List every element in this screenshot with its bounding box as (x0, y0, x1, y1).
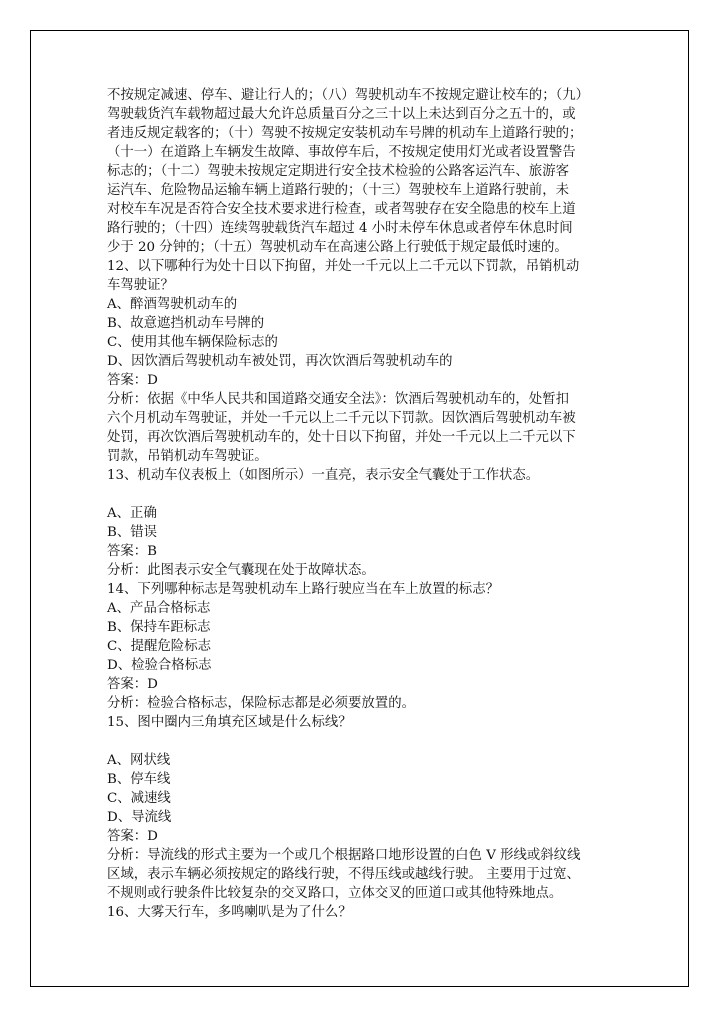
text-line: 不规则或行驶条件比较复杂的交叉路口，立体交叉的匝道口或其他特殊地点。 (107, 886, 563, 901)
text-line: 运汽车、危险物品运输车辆上道路行驶的；（十三）驾驶校车上道路行驶前，未 (107, 183, 569, 198)
text-line: 16、大雾天行车，多鸣喇叭是为了什么？ (107, 905, 352, 920)
text-line: 12、以下哪种行为处十日以下拘留，并处一千元以上二千元以下罚款，吊销机动 (107, 259, 580, 274)
text-line: 处罚，再次饮酒后驾驶机动车的，处十日以下拘留，并处一千元以上二千元以下 (107, 430, 576, 445)
text-line: 分析：此图表示安全气囊现在处于故障状态。 (107, 563, 375, 578)
text-line: 区域，表示车辆必须按规定的路线行驶，不得压线或越线行驶。 主要用于过宽、 (107, 867, 580, 882)
text-line: 者违反规定载客的；（十）驾驶不按规定安装机动车号牌的机动车上道路行驶的； (107, 126, 583, 141)
text-line: 标志的；（十二）驾驶未按规定定期进行安全技术检验的公路客运汽车、旅游客 (107, 164, 569, 179)
blank-line (107, 732, 629, 751)
text-line: 答案：D (107, 677, 158, 692)
text-line: A、醉酒驾驶机动车的 (107, 297, 238, 312)
text-line: 驾驶载货汽车载物超过最大允许总质量百分之三十以上未达到百分之五十的，或 (107, 107, 576, 122)
text-line: 答案：D (107, 829, 158, 844)
text-line: 对校车车况是否符合安全技术要求进行检查，或者驾驶存在安全隐患的校车上道 (107, 202, 576, 217)
text-line: D、导流线 (107, 810, 172, 825)
text-line: A、网状线 (107, 753, 171, 768)
text-line: C、提醒危险标志 (107, 639, 211, 654)
text-line: 分析：检验合格标志，保险标志都是必须要放置的。 (107, 696, 415, 711)
text-line: （十一）在道路上车辆发生故障、事故停车后，不按规定使用灯光或者设置警告 (107, 145, 576, 160)
text-line: 车驾驶证？ (107, 278, 174, 293)
text-line: 13、机动车仪表板上（如图所示）一直亮，表示安全气囊处于工作状态。 (107, 468, 540, 483)
text-line: B、故意遮挡机动车号牌的 (107, 316, 265, 331)
text-line: 14、下列哪种标志是驾驶机动车上路行驶应当在车上放置的标志？ (107, 582, 499, 597)
text-line: B、错误 (107, 525, 158, 540)
text-line: 答案：B (107, 544, 158, 559)
text-line: 分析：导流线的形式主要为一个或几个根据路口地形设置的白色 V 形线或斜纹线 (107, 848, 581, 863)
text-line: B、保持车距标志 (107, 620, 211, 635)
text-line: A、正确 (107, 506, 157, 521)
text-line: 分析：依据《中华人民共和国道路交通安全法》：饮酒后驾驶机动车的，处暂扣 (107, 392, 569, 407)
text-line: C、使用其他车辆保险标志的 (107, 335, 278, 350)
text-line: 六个月机动车驾驶证，并处一千元以上二千元以下罚款。因饮酒后驾驶机动车被 (107, 411, 576, 426)
blank-line (107, 485, 629, 504)
text-line: C、减速线 (107, 791, 171, 806)
text-line: 不按规定减速、停车、避让行人的；（八）驾驶机动车不按规定避让校车的；（九） (107, 88, 590, 103)
text-line: 少于 20 分钟的；（十五）驾驶机动车在高速公路上行驶低于规定最低时速的。 (107, 240, 568, 255)
text-line: D、因饮酒后驾驶机动车被处罚，再次饮酒后驾驶机动车的 (107, 354, 453, 369)
document-body (107, 86, 629, 922)
text-line: 15、图中圈内三角填充区域是什么标线？ (107, 715, 352, 730)
text-line: 路行驶的；（十四）连续驾驶载货汽车超过 4 小时未停车休息或者停车休息时间 (107, 221, 573, 236)
text-line: 答案：D (107, 373, 158, 388)
text-line: 罚款，吊销机动车驾驶证。 (107, 449, 268, 464)
text-line: A、产品合格标志 (107, 601, 211, 616)
text-line: B、停车线 (107, 772, 171, 787)
text-line: D、检验合格标志 (107, 658, 212, 673)
